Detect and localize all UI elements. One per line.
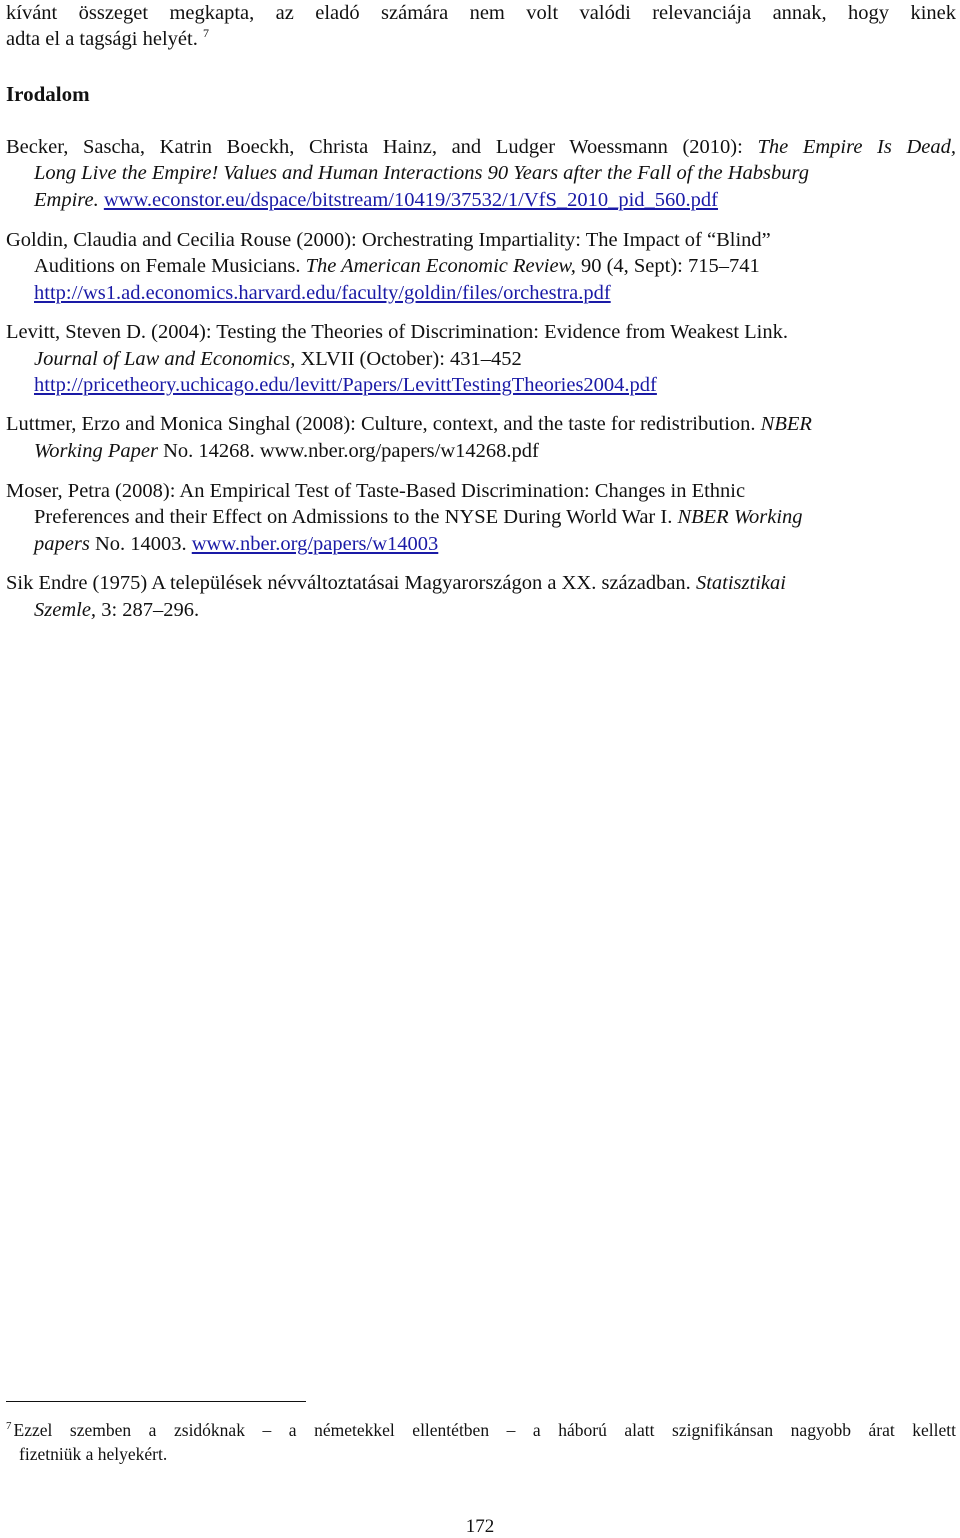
intro-paragraph-line-2 <box>6 26 209 52</box>
ref-moser-journal-part-1: NBER Working <box>677 506 803 528</box>
ref-becker-url-link[interactable]: www.econstor.eu/dspace/bitstream/10419/37532/1/VfS_2010_pid_560.pdf <box>103 189 719 211</box>
ref-becker-title-part-1: The Empire Is Dead, <box>757 136 957 158</box>
ref-goldin-line-2b: 90 (4, Sept): 715–741 <box>575 255 760 277</box>
ref-levitt-line-2 <box>34 346 522 372</box>
footnote-line-1 <box>6 1419 956 1441</box>
ref-luttmer-line-2b: No. 14268. www.nber.org/papers/w14268.pdf <box>157 440 539 462</box>
section-heading: Irodalom <box>6 82 90 106</box>
footnote-number: 7 <box>6 1420 12 1433</box>
ref-moser-line-3b: No. 14003. <box>89 533 192 555</box>
ref-luttmer-line-2 <box>34 438 539 464</box>
ref-sik-line-1a: Sik Endre (1975) A települések névváltoztatásai Magyarországon a XX. században. <box>6 572 696 594</box>
ref-luttmer-line-1 <box>6 411 812 437</box>
ref-luttmer-journal-part-1: NBER <box>760 413 812 435</box>
ref-sik-line-2 <box>34 597 199 623</box>
ref-goldin-line-1: Goldin, Claudia and Cecilia Rouse (2000): Orchestrating Impartiality: The Impact of “Blind” <box>6 229 771 251</box>
footnote-line-2: fizetniük a helyekért. <box>19 1444 168 1464</box>
ref-sik-line-2b: 3: 287–296. <box>96 599 200 621</box>
ref-moser-url-link[interactable]: www.nber.org/papers/w14003 <box>191 533 439 555</box>
ref-moser-line-3 <box>34 531 438 557</box>
ref-becker-authors: Becker, Sascha, Katrin Boeckh, Christa Hainz, and Ludger Woessmann (2010): <box>6 136 758 158</box>
page-number: 172 <box>465 1516 495 1537</box>
ref-levitt-url-link[interactable]: http://pricetheory.uchicago.edu/levitt/Papers/LevittTestingTheories2004.pdf <box>34 374 657 396</box>
ref-moser-line-1: Moser, Petra (2008): An Empirical Test of Taste-Based Discrimination: Changes in Ethnic <box>6 480 746 502</box>
ref-luttmer-line-1a: Luttmer, Erzo and Monica Singhal (2008): Culture, context, and the taste for redistribution. <box>6 413 761 435</box>
footnote-text-1: Ezzel szemben a zsidóknak – a németekkel ellentétben – a háború alatt szignifikánsan nagyobb árat kellett <box>13 1420 956 1440</box>
ref-goldin-url-link[interactable]: http://ws1.ad.economics.harvard.edu/faculty/goldin/files/orchestra.pdf <box>34 282 611 304</box>
ref-sik-journal-part-2: Szemle, <box>34 599 97 621</box>
ref-becker-title-part-2: Long Live the Empire! Values and Human Interactions 90 Years after the Fall of the Habsburg <box>34 162 809 184</box>
ref-becker-line-1 <box>6 134 956 160</box>
intro-line-2-text: adta el a tagsági helyét. <box>6 28 198 50</box>
ref-sik-line-1 <box>6 570 786 596</box>
ref-levitt-line-1: Levitt, Steven D. (2004): Testing the Theories of Discrimination: Evidence from Weakest Link. <box>6 321 789 343</box>
ref-goldin-journal: The American Economic Review, <box>305 255 576 277</box>
footnote-separator <box>6 1401 306 1402</box>
ref-moser-line-2 <box>34 504 803 530</box>
ref-goldin-line-2 <box>34 253 760 279</box>
ref-levitt-line-2b: XLVII (October): 431–452 <box>295 348 522 370</box>
ref-moser-line-2a: Preferences and their Effect on Admissions to the NYSE During World War I. <box>34 506 678 528</box>
intro-paragraph-line-1: kívánt összeget megkapta, az eladó számára nem volt valódi relevanciája annak, hogy kinek <box>6 2 956 24</box>
ref-becker-title-part-3: Empire. <box>34 189 99 211</box>
ref-becker-line-3 <box>34 187 718 213</box>
footnote-reference[interactable]: 7 <box>202 26 209 41</box>
ref-moser-journal-part-2: papers <box>34 533 90 555</box>
ref-levitt-journal: Journal of Law and Economics, <box>34 348 296 370</box>
ref-goldin-line-3 <box>34 280 611 306</box>
ref-sik-journal-part-1: Statisztikai <box>695 572 786 594</box>
ref-levitt-line-3 <box>34 372 657 398</box>
ref-goldin-line-2a: Auditions on Female Musicians. <box>34 255 306 277</box>
ref-luttmer-journal-part-2: Working Paper <box>34 440 158 462</box>
